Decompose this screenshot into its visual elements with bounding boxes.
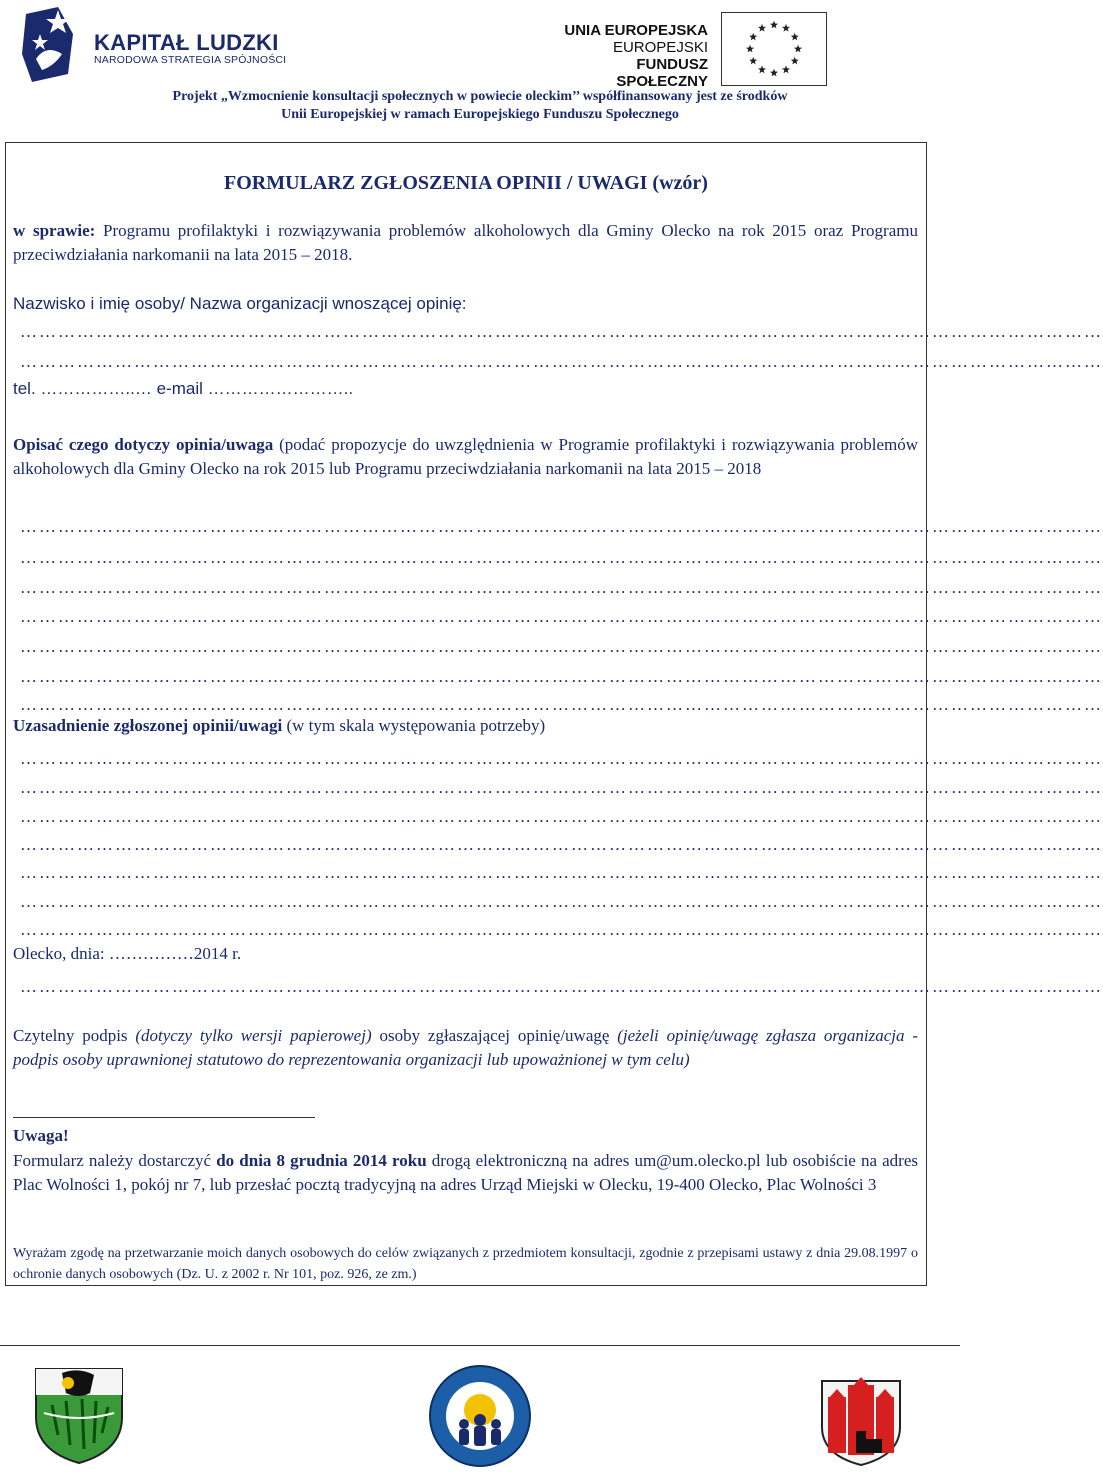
describe-line-7[interactable]: ……………………………………………………………………………………………………………………………………………………… (20, 695, 1103, 714)
describe-line-1[interactable]: ……………………………………………………………………………………………………………………………………………………… (20, 517, 1103, 536)
describe-line-6[interactable]: ……………………………………………………………………………………………………………………………………………………… (20, 667, 1103, 686)
kapital-ludzki-title: KAPITAŁ LUDZKI (94, 30, 279, 55)
justify-text: (w tym skala występowania potrzeby) (282, 716, 546, 735)
justify-label: Uzasadnienie zgłoszonej opinii/uwagi (13, 716, 283, 735)
justify-line-4[interactable]: ……………………………………………………………………………………………………………………………………………………… (20, 835, 1103, 854)
describe-line-4[interactable]: ……………………………………………………………………………………………………………………………………………………… (20, 607, 1103, 626)
eu-flag (721, 12, 827, 86)
association-seal (428, 1364, 532, 1468)
describe-label: Opisać czego dotyczy opinia/uwaga (13, 435, 274, 454)
eu-star-icon (782, 24, 790, 32)
signature-line[interactable]: ……………………………………………………………………………………………………………………………………………………… (20, 977, 1103, 996)
olecko-city-coat-of-arms (820, 1375, 902, 1467)
signature-text-2: osoby zgłaszającej opinię/uwagę (371, 1026, 618, 1045)
project-line2: Unii Europejskiej w ramach Europejskiego Funduszu Społecznego (281, 107, 679, 122)
tel-label: tel. (13, 379, 36, 398)
email-label: e-mail (156, 379, 203, 398)
project-info (0, 88, 960, 124)
eu-star-icon (749, 57, 757, 65)
eu-star-icon (770, 21, 778, 29)
eu-fund-line1: UNIA EUROPEJSKA (564, 22, 708, 39)
olecko-city-coat-of-arms-icon (820, 1375, 902, 1467)
eu-star-icon (749, 33, 757, 41)
consent-text: Wyrażam zgodę na przetwarzanie moich danych osobowych do celów związanych z przedmiotem konsultacji, zgodnie z przepisami ustawy z dnia 29.08.1997 o ochronie danych osobowych (Dz. U. z 2002 r. Nr 101, poz. 926, ze zm.) (13, 1246, 918, 1282)
contact-row (13, 377, 918, 401)
note-title-text: Uwaga! (13, 1126, 69, 1145)
eu-fund-line2: EUROPEJSKI (612, 39, 708, 56)
eu-star-icon (791, 57, 799, 65)
justify-line-6[interactable]: ……………………………………………………………………………………………………………………………………………………… (20, 892, 1103, 911)
project-line1: Projekt „Wzmocnienie konsultacji społecznych w powiecie oleckim’’ współfinansowany jest ze środków (172, 89, 788, 104)
eu-star-icon (794, 45, 802, 53)
note-text-1: Formularz należy dostarczyć (13, 1151, 217, 1170)
eu-star-icon (746, 45, 754, 53)
place-date-prefix: Olecko, dnia: (13, 944, 109, 963)
eu-fund-line3: FUNDUSZ SPOŁECZNY (616, 56, 708, 90)
subject-text: Programu profilaktyki i rozwiązywania problemów alkoholowych dla Gminy Olecko na rok 2015 oraz Programu przeciwdziałania narkomanii na lata 2015 – 2018. (13, 221, 918, 264)
eu-flag-icon (722, 13, 826, 85)
separator-line (13, 1117, 315, 1118)
olecko-coat-of-arms (32, 1365, 126, 1465)
describe-line-5[interactable]: ……………………………………………………………………………………………………………………………………………………… (20, 637, 1103, 656)
describe-text: (podać propozycje do uwzględnienia w Programie profilaktyki i rozwiązywania problemów alkoholowych dla Gminy Olecko na rok 2015 lub Programu przeciwdziałania narkomanii na lata 2015 – 2018 (13, 435, 918, 478)
justify-paragraph (13, 714, 918, 738)
kapital-ludzki-logo-icon (18, 4, 88, 84)
note-paragraph (13, 1149, 918, 1197)
name-field-line-1[interactable]: ……………………………………………………………………………………………………………………………………………………… (20, 322, 1103, 341)
signature-caption (13, 1024, 918, 1072)
describe-line-3[interactable]: ……………………………………………………………………………………………………………………………………………………… (20, 578, 1103, 597)
describe-line-2[interactable]: ……………………………………………………………………………………………………………………………………………………… (20, 548, 1103, 567)
signature-note-2: (jeżeli opinię/uwagę zgłasza organizacja - podpis osoby uprawnionej statutowo do reprezentowania organizacji lub upoważnionej w tym celu) (13, 1026, 918, 1069)
footer-divider (0, 1345, 960, 1346)
place-date-row (13, 942, 918, 966)
form-title: FORMULARZ ZGŁOSZENIA OPINII / UWAGI (wzór) (224, 172, 708, 194)
justify-line-5[interactable]: ……………………………………………………………………………………………………………………………………………………… (20, 863, 1103, 882)
eu-star-icon (782, 66, 790, 74)
eu-star-icon (791, 33, 799, 41)
signature-note-1: (dotyczy tylko wersji papierowej) (135, 1026, 372, 1045)
describe-paragraph (13, 433, 918, 481)
kapital-ludzki-subtitle: NARODOWA STRATEGIA SPÓJNOŚCI (94, 54, 287, 66)
date-field[interactable]: …………… (108, 944, 194, 963)
eu-star-icon (758, 24, 766, 32)
name-label: Nazwisko i imię osoby/ Nazwa organizacji wnoszącej opinię: (13, 294, 467, 313)
justify-line-1[interactable]: ……………………………………………………………………………………………………………………………………………………… (20, 749, 1103, 768)
subject-label: w sprawie: (13, 221, 96, 240)
olecko-coat-of-arms-icon (32, 1365, 126, 1465)
tel-field[interactable]: ……………..… (35, 379, 152, 398)
place-date-suffix: 2014 r. (193, 944, 242, 963)
note-title (13, 1124, 918, 1148)
eu-star-icon (758, 66, 766, 74)
name-field-line-2[interactable]: ……………………………………………………………………………………………………………………………………………………… (20, 352, 1103, 371)
eu-fund-label (548, 22, 708, 90)
note-text-2: drogą elektroniczną na adres um@um.olecko.pl lub osobiście na adres Plac Wolności 1, pokój nr 7, lub przesłać pocztą tradycyjną na adres Urząd Miejski w Olecku, 19-400 Olecko, Plac Wolności 3 (13, 1151, 918, 1194)
association-seal-icon (428, 1364, 532, 1468)
note-deadline: do dnia 8 grudnia 2014 roku (216, 1151, 427, 1170)
signature-text-1: Czytelny podpis (13, 1026, 136, 1045)
eu-star-icon (770, 69, 778, 77)
justify-line-2[interactable]: ……………………………………………………………………………………………………………………………………………………… (20, 778, 1103, 797)
justify-line-3[interactable]: ……………………………………………………………………………………………………………………………………………………… (20, 807, 1103, 826)
subject-paragraph (13, 219, 918, 267)
email-field[interactable]: …………………….. (202, 379, 354, 398)
justify-line-7[interactable]: ……………………………………………………………………………………………………………………………………………………… (20, 920, 1103, 939)
